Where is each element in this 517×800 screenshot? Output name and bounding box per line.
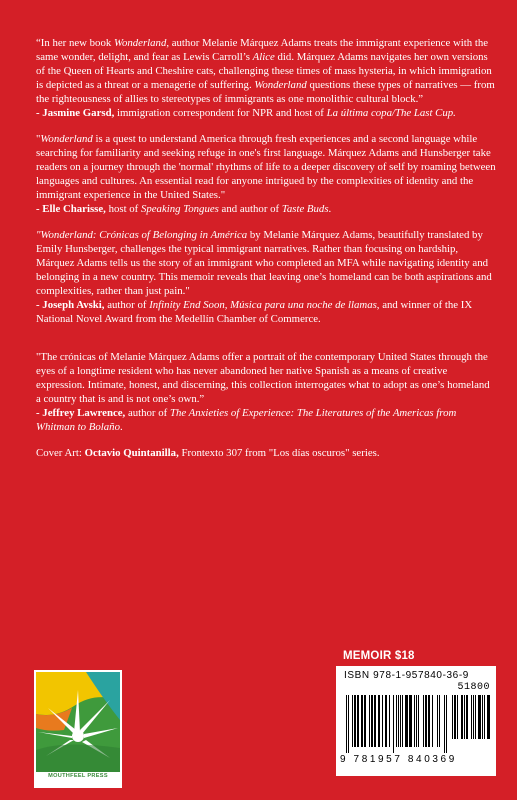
blurb-text: "The crónicas of Melanie Márquez Adams offer a portrait of the contemporary United States through the eyes of a longtime resident who has never abandoned her native Spanish as a means of creative expression. Intimate, honest, and discerning, this collection interrogates what to adopt as one’s homeland a country that is and is not one’s own.” [36, 351, 490, 405]
barcode-bar [478, 695, 479, 739]
barcode-bar [410, 695, 411, 747]
barcode-bar [455, 695, 456, 739]
barcode-bar [454, 695, 455, 739]
barcode-bar [475, 695, 476, 739]
barcode-bar [386, 695, 387, 747]
barcode-bar [405, 695, 406, 747]
barcode-bar [439, 695, 440, 747]
isbn-number: ISBN 978-1-957840-36-9 [344, 670, 469, 681]
barcode-bar [369, 695, 370, 747]
barcode-bar [452, 695, 453, 739]
ean-barcode-bars [346, 695, 448, 753]
ean-digits: 9 781957 840369 [340, 754, 457, 765]
barcode-bar [378, 695, 379, 747]
blurb-4 [36, 350, 496, 434]
barcode-bar [362, 695, 363, 747]
barcode-bar [462, 695, 463, 739]
barcode-bar [432, 695, 433, 747]
barcode-bar [487, 695, 488, 739]
barcode-bar [467, 695, 468, 739]
barcode-bar [357, 695, 358, 747]
publisher-logo-icon [34, 670, 122, 772]
barcode-bar [402, 695, 403, 747]
barcode-bar [382, 695, 383, 747]
barcode-bar [489, 695, 490, 739]
barcode-bar [358, 695, 359, 747]
barcode-bar [446, 695, 447, 753]
barcode-bar [484, 695, 485, 739]
blurb-text: "Wonderland is a quest to understand America through fresh experiences and a second language while searching for familiarity and seeking refuge in one's first language. Márquez Adams and Hunsberger take readers on a journey through the 'normal' rhythms of life to a deeper discovery of self by roaming between languages and cultures. An essential read for anyone intrigued by the complexities of identity and the immigrant experience in the United States." [36, 133, 496, 201]
barcode-bar [464, 695, 465, 739]
barcode-bar [426, 695, 427, 747]
barcode-bar [406, 695, 407, 747]
barcode-bar [437, 695, 438, 747]
barcode-bar [429, 695, 430, 747]
barcode-bar [379, 695, 380, 747]
barcode-bar [346, 695, 347, 753]
barcode-bar [400, 695, 401, 747]
barcode-bar [365, 695, 366, 747]
barcode-bar [372, 695, 373, 747]
barcode-bar [473, 695, 474, 739]
barcode-bar [354, 695, 355, 747]
barcode-bar [393, 695, 394, 753]
publisher-name: MOUTHFEEL PRESS [48, 773, 108, 779]
barcode-bar [488, 695, 489, 739]
blurb-text: "Wonderland: Crónicas of Belonging in América by Melanie Márquez Adams, beautifully translated by Emily Hunsberger, challenges the typical immigrant narratives. Rather than focusing on hardship, Márquez Adams tells us the story of an immigrant who completed an MFA while navigating identity and belonging in a new country. This memoir reveals that leaving one’s homeland can be both aspirations and complexities, rather than just pain." [36, 229, 492, 297]
barcode-bar [479, 695, 480, 739]
barcode-bar [461, 695, 462, 739]
barcode-bar [471, 695, 472, 739]
barcode-bar [416, 695, 417, 747]
barcode-bar [364, 695, 365, 747]
barcode-bar [361, 695, 362, 747]
barcode-bar [482, 695, 483, 739]
barcode-bar [466, 695, 467, 739]
barcode-bar [428, 695, 429, 747]
barcode-bar [407, 695, 408, 747]
price-addon-bars [452, 695, 490, 745]
blurb-attribution: - Jasmine Garsd, immigration correspondent for NPR and host of La última copa/The Last Cup. [36, 107, 456, 119]
barcode-bar [418, 695, 419, 747]
barcode-bar [396, 695, 397, 747]
blurb-1 [36, 36, 496, 120]
barcode-bar [398, 695, 399, 747]
blurb-attribution: - Elle Charisse, host of Speaking Tongues and author of Taste Buds. [36, 203, 332, 215]
blurb-attribution: - Jeffrey Lawrence, author of The Anxieties of Experience: The Literatures of the Americas from Whitman to Bolaño. [36, 407, 457, 433]
barcode-bar [355, 695, 356, 747]
genre-price-label: MEMOIR $18 [343, 650, 415, 662]
barcode-bar [374, 695, 375, 747]
price-code: 51800 [457, 682, 490, 693]
barcode-bar [457, 695, 458, 739]
barcode-bar [423, 695, 424, 747]
blurb-text: “In her new book Wonderland, author Melanie Márquez Adams treats the immigrant experience with the same wonder, delight, and fear as Lewis Carroll’s Alice did. Márquez Adams navigates her own versions of the Queen of Hearts and Cheshire cats, challenging these times of mass hysteria, in which immigration is depicted as a threat or a menagerie of suffering. Wonderland questions these types of narratives — from the righteousness of allies to stereotypes of immigrants as one monolithic cultural block.” [36, 37, 495, 105]
barcode-bar [375, 695, 376, 747]
barcode-bar [425, 695, 426, 747]
blurb-2 [36, 132, 496, 216]
barcode-bar [414, 695, 415, 747]
cover-art-credit: Cover Art: Octavio Quintanilla, Frontexto 307 from "Los días oscuros" series. [36, 447, 380, 459]
barcode-bar [352, 695, 353, 747]
barcode-bar [348, 695, 349, 753]
blurb-3 [36, 228, 496, 326]
barcode-bar [409, 695, 410, 747]
barcode-bar [385, 695, 386, 747]
barcode-bar [411, 695, 412, 747]
isbn-barcode [336, 666, 496, 776]
barcode-bar [480, 695, 481, 739]
blurb-attribution: - Joseph Avski, author of Infinity End Soon, Música para una noche de llamas, and winner of the IX National Novel Award from the Medellín Chamber of Commerce. [36, 299, 473, 325]
blurbs-column [36, 36, 496, 471]
barcode-bar [371, 695, 372, 747]
barcode-bar [444, 695, 445, 753]
publisher-logo [34, 670, 122, 788]
barcode-bar [389, 695, 390, 747]
